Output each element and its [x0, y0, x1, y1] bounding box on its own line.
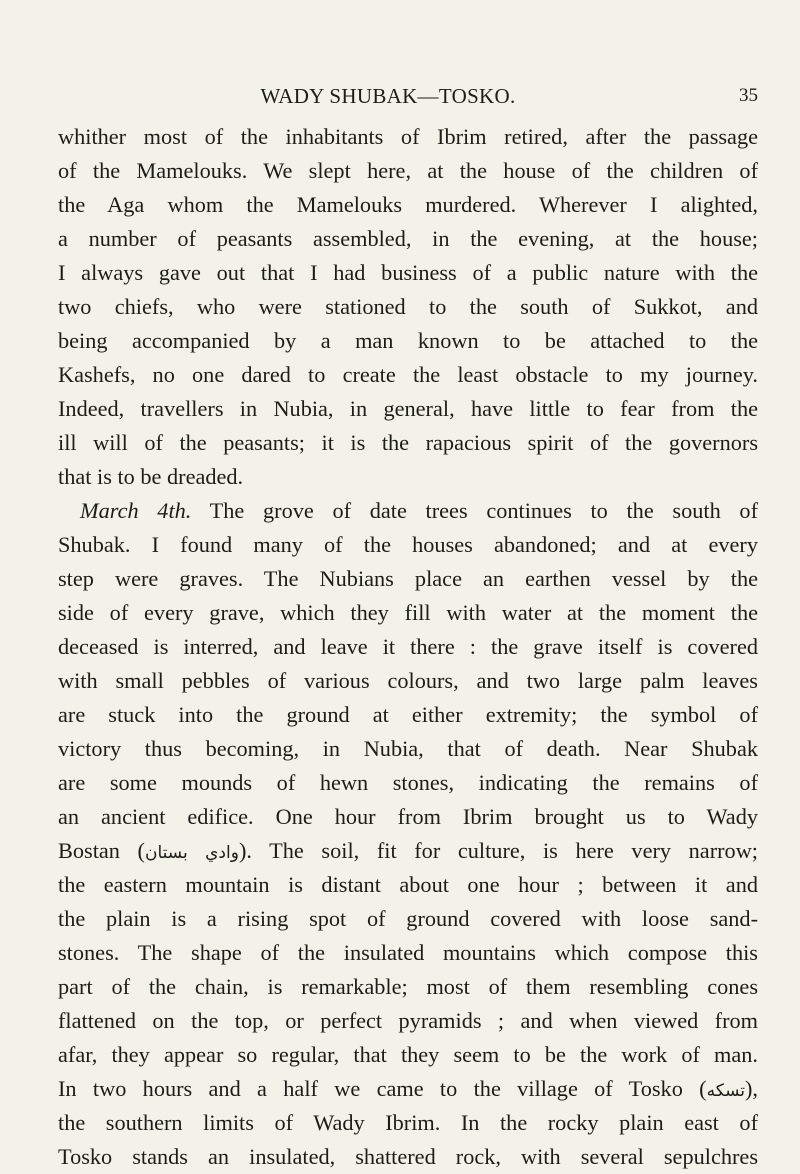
running-title: WADY SHUBAK—TOSKO. [260, 84, 516, 108]
text-line: Indeed, travellers in Nubia, in general, have little to fear from the [58, 396, 758, 421]
arabic-place-name: تسكه [706, 1081, 745, 1101]
text-line: afar, they appear so regular, that they seem to be the work of man. [58, 1042, 758, 1067]
text-line: that is to be dreaded. [58, 464, 244, 489]
text-line: an ancient edifice. One hour from Ibrim brought us to Wady [58, 804, 758, 829]
text-line: Shubak. I found many of the houses abandoned; and at every [58, 532, 758, 557]
date-lead: March 4th. [80, 498, 192, 523]
text-line: step were graves. The Nubians place an earthen vessel by the [58, 566, 758, 591]
text-line: March 4th. The grove of date trees continues to the south of [80, 498, 758, 523]
text-line: a number of peasants assembled, in the evening, at the house; [58, 226, 758, 251]
text-line: flattened on the top, or perfect pyramids ; and when viewed from [58, 1008, 758, 1033]
text-line: the southern limits of Wady Ibrim. In the rocky plain east of [58, 1110, 758, 1135]
text-line: In two hours and a half we came to the village of Tosko (تسكه), [58, 1076, 758, 1101]
text-line: Bostan (وادي بستان). The soil, fit for culture, is here very narrow; [58, 838, 758, 863]
text-line: Tosko stands an insulated, shattered rock, with several sepulchres [58, 1144, 758, 1169]
text-line: stones. The shape of the insulated mountains which compose this [58, 940, 758, 965]
text-line: with small pebbles of various colours, and two large palm leaves [58, 668, 758, 693]
arabic-place-name: وادي بستان [144, 843, 239, 863]
text-line: of the Mamelouks. We slept here, at the house of the children of [58, 158, 758, 183]
text-line: ill will of the peasants; it is the rapacious spirit of the governors [58, 430, 758, 455]
text-line: I always gave out that I had business of a public nature with the [58, 260, 758, 285]
text-line: part of the chain, is remarkable; most of them resembling cones [58, 974, 758, 999]
text-line: the eastern mountain is distant about one hour ; between it and [58, 872, 758, 897]
text-line: are stuck into the ground at either extremity; the symbol of [58, 702, 758, 727]
text-line: Kashefs, no one dared to create the least obstacle to my journey. [58, 362, 758, 387]
text-line: the Aga whom the Mamelouks murdered. Wherever I alighted, [58, 192, 758, 217]
body-text [58, 120, 758, 1174]
text-line: side of every grave, which they fill with water at the moment the [58, 600, 758, 625]
page-number: 35 [739, 85, 758, 106]
running-head [58, 80, 758, 112]
text-line: two chiefs, who were stationed to the south of Sukkot, and [58, 294, 758, 319]
text-line: deceased is interred, and leave it there : the grave itself is covered [58, 634, 758, 659]
text-line: are some mounds of hewn stones, indicating the remains of [58, 770, 758, 795]
text-line: the plain is a rising spot of ground covered with loose sand- [58, 906, 758, 931]
text-line: being accompanied by a man known to be attached to the [58, 328, 758, 353]
text-line: whither most of the inhabitants of Ibrim retired, after the passage [58, 124, 758, 149]
text-line: victory thus becoming, in Nubia, that of death. Near Shubak [58, 736, 758, 761]
